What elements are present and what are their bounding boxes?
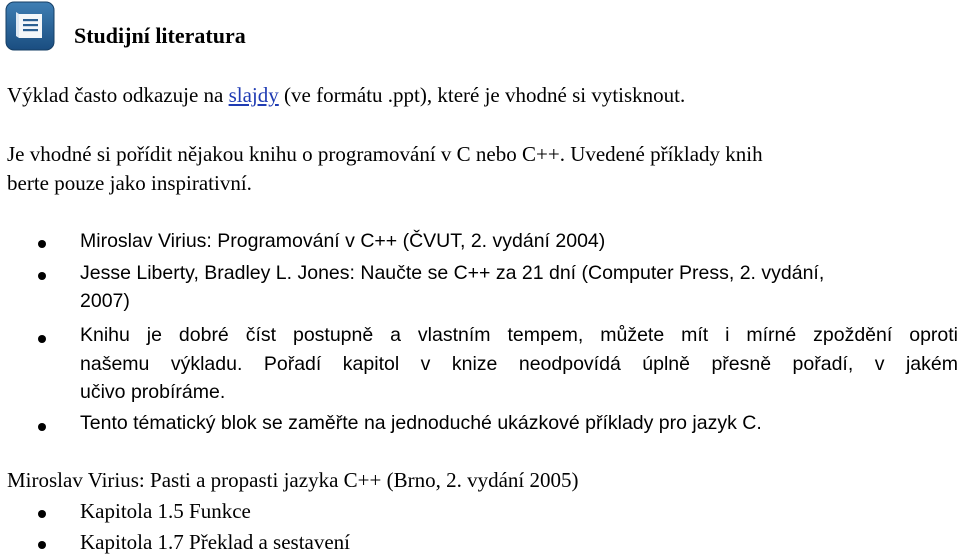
bullet-icon [38, 541, 46, 549]
bullet-icon [38, 240, 46, 248]
book-item-2-line-2: 2007) [80, 290, 130, 312]
book-item-3-line-3: učivo probíráme. [80, 381, 226, 403]
advice-line-1: Je vhodné si pořídit nějakou knihu o programování v C nebo C++. Uvedené příklady knih [7, 142, 763, 166]
book-item-3-line-1: Knihu je dobré číst postupně a vlastním tempem, můžete mít i mírné zpoždění oproti [80, 324, 958, 346]
book-item-1: Miroslav Virius: Programování v C++ (ČVUT, 2. vydání 2004) [80, 230, 606, 252]
slides-link[interactable]: slajdy [228, 83, 279, 107]
bullet-icon [38, 510, 46, 518]
intro-paragraph [7, 80, 685, 110]
bullet-icon [38, 423, 46, 431]
intro-text-after: (ve formátu .ppt), které je vhodné si vytisknout. [278, 83, 686, 107]
page-title: Studijní literatura [74, 23, 246, 48]
chapter-item: Kapitola 1.7 Překlad a sestavení [80, 530, 351, 554]
chapter-item: Kapitola 1.5 Funkce [80, 499, 251, 523]
book-item-3-line-2: našemu výkladu. Pořadí kapitol v knize neodpovídá úplně přesně pořadí, v jakém [80, 353, 958, 375]
advice-line-2: berte pouze jako inspirativní. [7, 171, 252, 195]
bullet-icon [38, 335, 46, 343]
book-item-2-line-1: Jesse Liberty, Bradley L. Jones: Naučte se C++ za 21 dní (Computer Press, 2. vydání, [80, 262, 825, 284]
intro-text-before: Výklad často odkazuje na [7, 83, 229, 107]
reference-title: Miroslav Virius: Pasti a propasti jazyka C++ (Brno, 2. vydání 2005) [7, 468, 579, 492]
book-icon [5, 1, 55, 51]
bullet-icon [38, 272, 46, 280]
book-item-4: Tento tématický blok se zaměřte na jednoduché ukázkové příklady pro jazyk C. [80, 412, 762, 434]
